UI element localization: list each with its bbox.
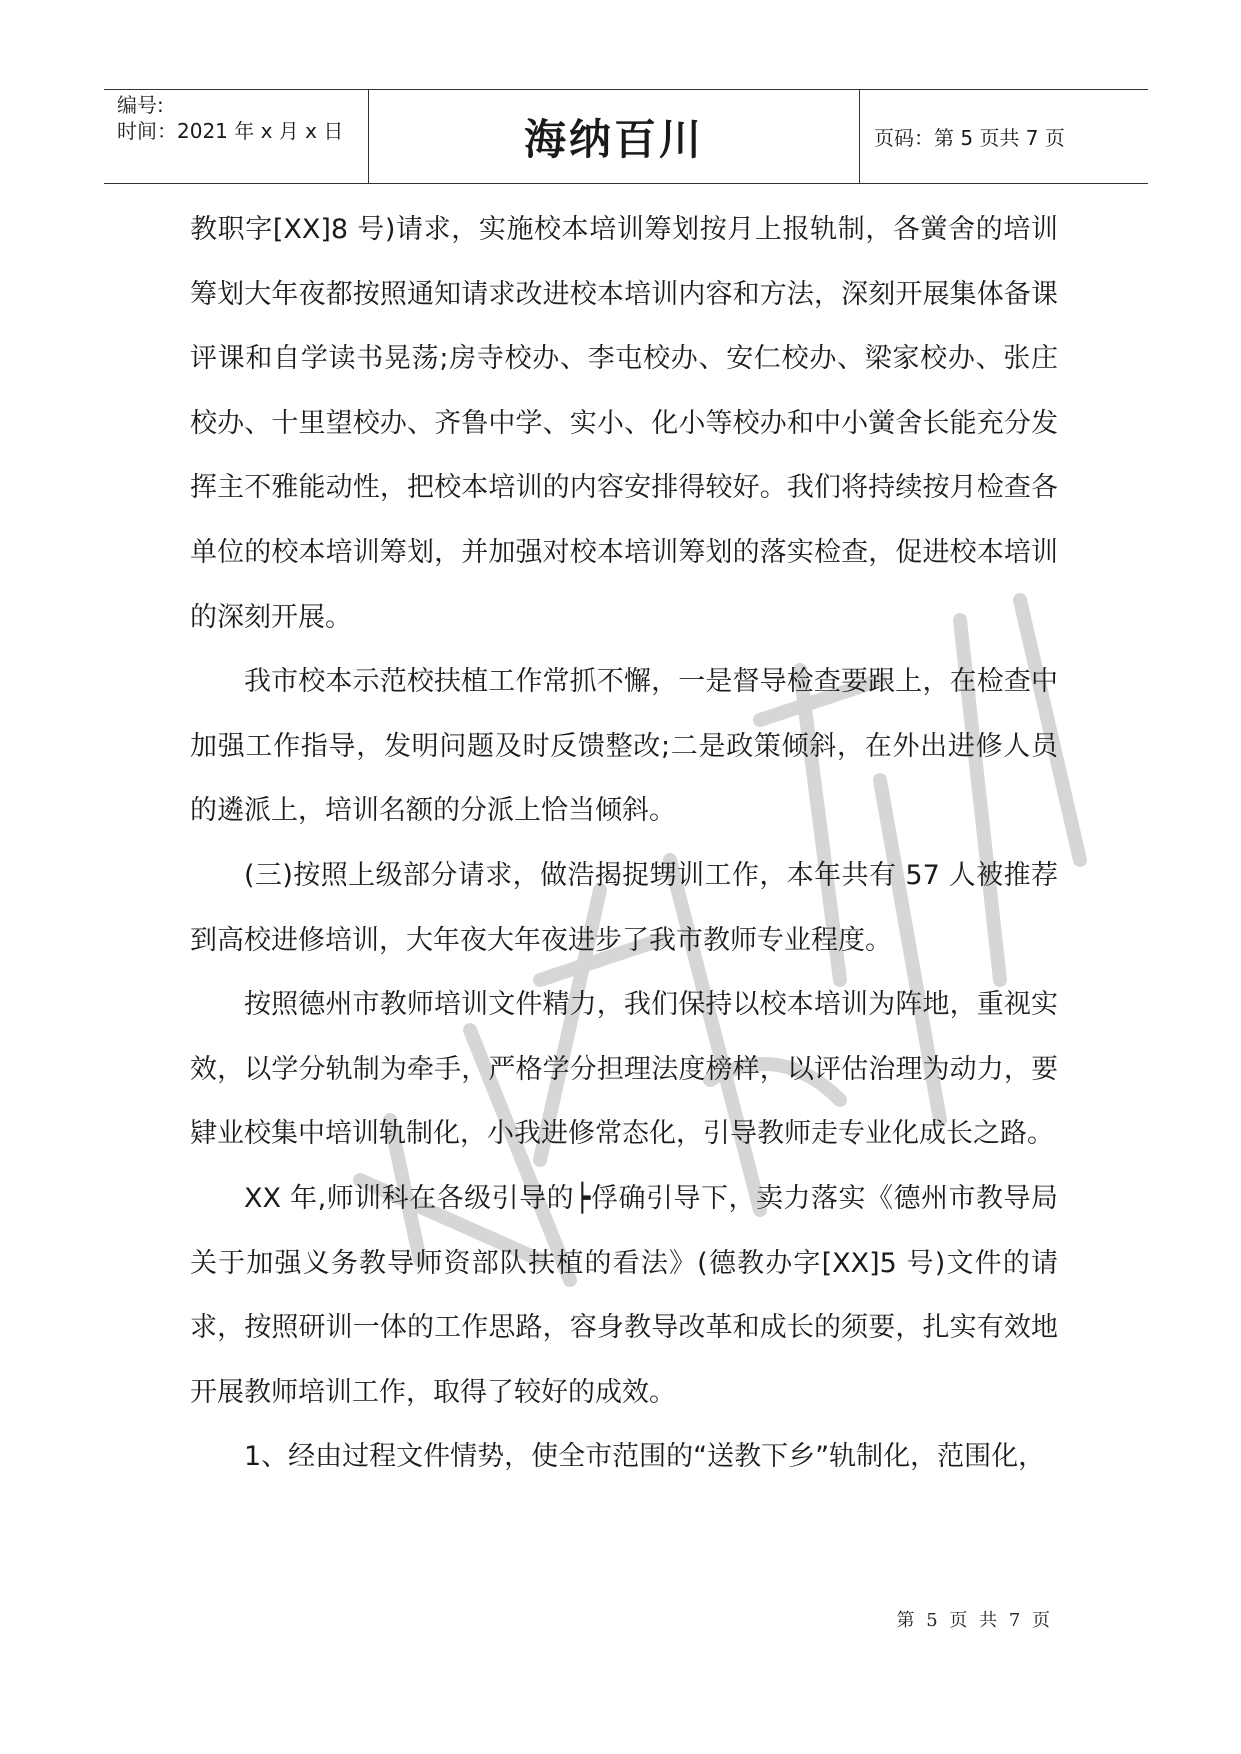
header-brand-cell (369, 90, 860, 183)
serial-number-label: 编号: (117, 93, 164, 117)
paragraph: 1、经由过程文件情势，使全市范围的“送教下乡”轨制化，范围化， (244, 1441, 1046, 1473)
paragraph: 我市校本示范校扶植工作常抓不懈，一是督导检查要跟上，在检查中加强工作指导，发明问题及时反馈整改;二是政策倾斜，在外出进修人员的遴派上，培训名额的分派上恰当倾斜。 (190, 666, 1058, 827)
date-label: 时间：2021 年 x 月 x 日 (117, 119, 344, 143)
page-code-label: 页码：第 5 页共 7 页 (874, 126, 1065, 150)
header-page-cell (860, 90, 1148, 183)
paragraph: XX 年,师训科在各级引导的┝俘确引导下，卖力落实《德州市教导局关于加强义务教导师资部队扶植的看法》(德教办字[XX]5 号)文件的请求，按照研训一体的工作思路，容身教导改革和成长的须要，扎实有效地开展教师培训工作，取得了较好的成效。 (190, 1182, 1058, 1408)
brand-title: 海纳百川 (523, 114, 704, 164)
paragraph: (三)按照上级部分请求，做浩揭捉甥训工作，本年共有 57 人被推荐到高校进修培训，大年夜大年夜进步了我市教师专业程度。 (190, 859, 1058, 956)
page-footer: 第 5 页 共 7 页 (896, 1610, 1053, 1631)
paragraph: 教职字[XX]8 号)请求，实施校本培训筹划按月上报轨制，各黉舍的培训筹划大年夜都按照通知请求改进校本培训内容和方法，深刻开展集体备课评课和自学读书晃荡;房寺校办、李屯校办、安仁校办、梁家校办、张庄校办、十里望校办、齐鲁中学、实小、化小等校办和中小黉舍长能充分发挥主不雅能动性，把校本培训的内容安排得较好。我们将持续按月检查各单位的校本培训筹划，并加强对校本培训筹划的落实检查，促进校本培训的深刻开展。 (190, 214, 1058, 633)
document-header (104, 89, 1148, 184)
document-body (190, 198, 1058, 1490)
header-info-cell (104, 90, 369, 183)
paragraph: 按照德州市教师培训文件精力，我们保持以校本培训为阵地，重视实效，以学分轨制为牵手，严格学分担理法度榜样，以评估治理为动力，要肄业校集中培训轨制化，小我进修常态化，引导教师走专业化成长之路。 (190, 989, 1058, 1150)
